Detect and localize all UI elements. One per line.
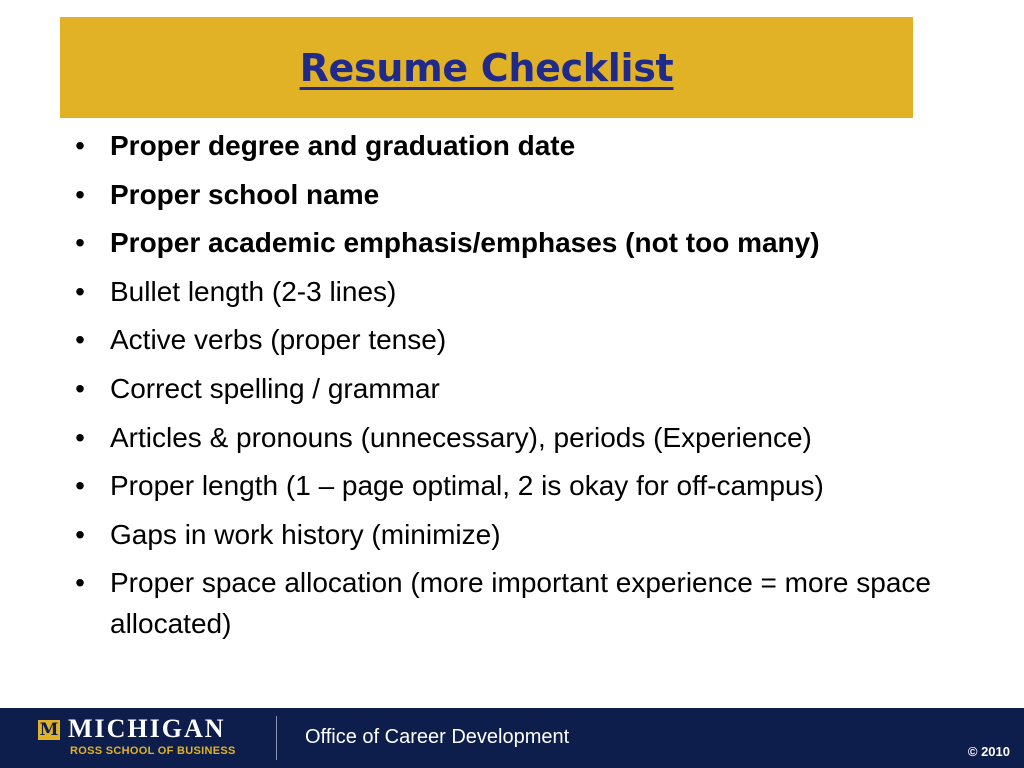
logo-subtitle: ROSS SCHOOL OF BUSINESS (70, 745, 236, 757)
list-item-text: Proper degree and graduation date (110, 130, 576, 161)
bullet-icon: • (75, 372, 85, 404)
list-item (70, 271, 1000, 312)
list-item-text: Proper academic emphasis/emphases (not too many) (110, 227, 820, 259)
copyright-notice: © 2010 (967, 744, 1010, 759)
list-item (70, 125, 1000, 166)
list-item (70, 174, 1000, 215)
bullet-icon: • (75, 130, 85, 161)
bullet-icon: • (75, 421, 85, 453)
bullet-icon: • (75, 227, 85, 259)
list-item (70, 368, 1000, 409)
list-item-text: Proper length (1 – page optimal, 2 is okay for off-campus) (110, 470, 824, 502)
bullet-icon: • (75, 178, 85, 210)
footer-bar (0, 708, 1024, 768)
list-item (70, 319, 1000, 360)
list-item (70, 562, 1000, 644)
bullet-icon: • (75, 324, 85, 356)
list-item-text: Proper school name (110, 178, 380, 210)
list-item-text: Gaps in work history (minimize) (110, 518, 501, 550)
block-m-logo-icon: M (39, 720, 59, 740)
checklist (70, 125, 1000, 652)
list-item (70, 465, 1000, 506)
bullet-icon: • (75, 470, 85, 502)
list-item (70, 417, 1000, 458)
office-name: Office of Career Development (305, 726, 570, 748)
bullet-icon: • (75, 567, 85, 599)
list-item-text: Articles & pronouns (unnecessary), periods (Experience) (110, 421, 812, 453)
bullet-icon: • (75, 275, 85, 307)
list-item (70, 514, 1000, 555)
list-item-text: Proper space allocation (more important experience = more space allocated) (110, 567, 931, 640)
list-item-text: Correct spelling / grammar (110, 372, 440, 404)
list-item-text: Bullet length (2-3 lines) (110, 275, 397, 307)
list-item-text: Active verbs (proper tense) (110, 324, 447, 356)
slide-title: Resume Checklist (299, 45, 674, 90)
footer-divider (276, 716, 277, 760)
bullet-icon: • (75, 518, 85, 550)
title-bar (60, 17, 913, 118)
list-item (70, 222, 1000, 263)
logo-wordmark: MICHIGAN (68, 714, 226, 743)
